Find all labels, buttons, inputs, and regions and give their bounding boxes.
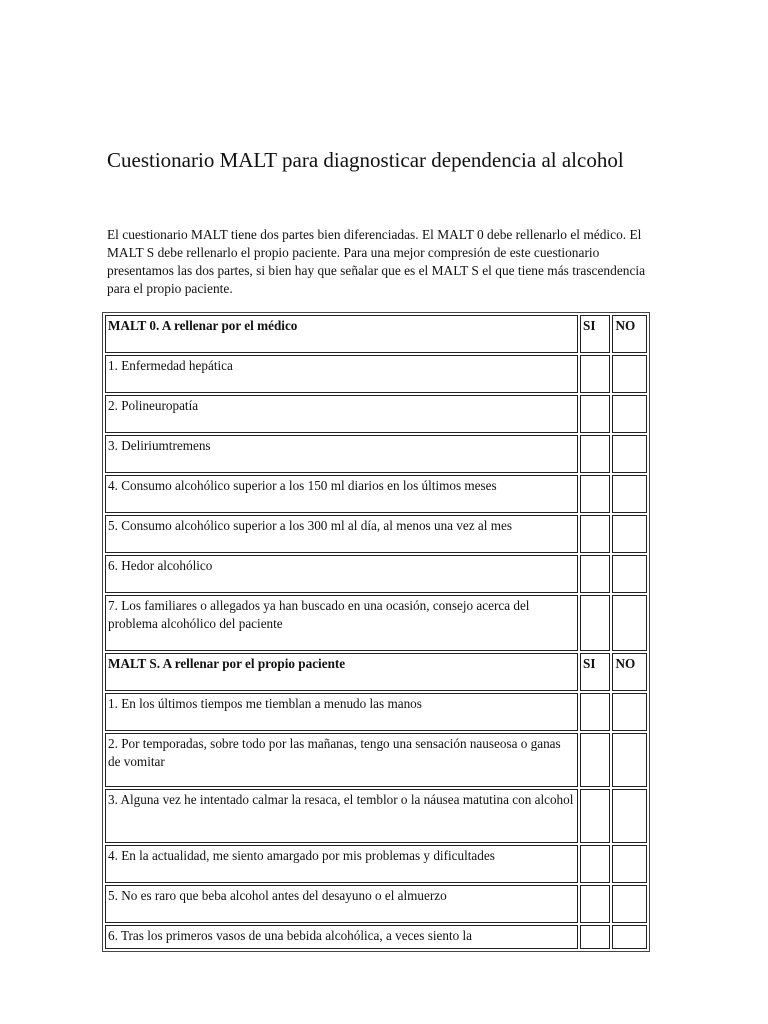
malt-s-header: MALT S. A rellenar por el propio paciente — [105, 653, 578, 691]
question-text: 4. En la actualidad, me siento amargado por mis problemas y dificultades — [105, 845, 578, 883]
malt-s-no-header: NO — [612, 653, 647, 691]
si-cell[interactable] — [580, 435, 610, 473]
malt-s-header-row — [105, 653, 647, 691]
question-text: 3. Deliriumtremens — [105, 435, 578, 473]
table-row — [105, 885, 647, 923]
no-cell[interactable] — [612, 845, 647, 883]
table-row — [105, 925, 647, 949]
si-cell[interactable] — [580, 789, 610, 843]
table-row — [105, 475, 647, 513]
table-row — [105, 845, 647, 883]
table-row — [105, 693, 647, 731]
malt-table-wrapper — [102, 312, 650, 943]
si-cell[interactable] — [580, 733, 610, 787]
question-text: 3. Alguna vez he intentado calmar la resaca, el temblor o la náusea matutina con alcohol — [105, 789, 578, 843]
question-text: 4. Consumo alcohólico superior a los 150 ml diarios en los últimos meses — [105, 475, 578, 513]
si-cell[interactable] — [580, 475, 610, 513]
no-cell[interactable] — [612, 515, 647, 553]
si-cell[interactable] — [580, 845, 610, 883]
no-cell[interactable] — [612, 595, 647, 651]
malt-table — [102, 312, 650, 952]
table-row — [105, 435, 647, 473]
no-cell[interactable] — [612, 355, 647, 393]
si-cell[interactable] — [580, 515, 610, 553]
si-cell[interactable] — [580, 555, 610, 593]
malt-o-header: MALT 0. A rellenar por el médico — [105, 315, 578, 353]
si-cell[interactable] — [580, 595, 610, 651]
malt-o-header-row — [105, 315, 647, 353]
question-text: 7. Los familiares o allegados ya han buscado en una ocasión, consejo acerca del problema alcohólico del paciente — [105, 595, 578, 651]
si-cell[interactable] — [580, 355, 610, 393]
no-cell[interactable] — [612, 885, 647, 923]
table-row — [105, 395, 647, 433]
question-text: 2. Por temporadas, sobre todo por las mañanas, tengo una sensación nauseosa o ganas de vomitar — [105, 733, 578, 787]
question-text: 1. Enfermedad hepática — [105, 355, 578, 393]
table-row — [105, 733, 647, 787]
question-text: 5. Consumo alcohólico superior a los 300 ml al día, al menos una vez al mes — [105, 515, 578, 553]
no-cell[interactable] — [612, 435, 647, 473]
table-row — [105, 789, 647, 843]
no-cell[interactable] — [612, 789, 647, 843]
si-cell[interactable] — [580, 885, 610, 923]
si-cell[interactable] — [580, 925, 610, 949]
question-text: 2. Polineuropatía — [105, 395, 578, 433]
malt-o-no-header: NO — [612, 315, 647, 353]
table-row — [105, 355, 647, 393]
question-text: 1. En los últimos tiempos me tiemblan a menudo las manos — [105, 693, 578, 731]
malt-s-si-header: SI — [580, 653, 610, 691]
si-cell[interactable] — [580, 395, 610, 433]
intro-paragraph: El cuestionario MALT tiene dos partes bien diferenciadas. El MALT 0 debe rellenarlo el médico. El MALT S debe rellenarlo el propio paciente. Para una mejor compresión de este cuestionario presentamos las dos partes, si bien hay que señalar que es el MALT S el que tiene más trascendencia para el propio paciente. — [107, 227, 646, 296]
table-row — [105, 555, 647, 593]
table-row — [105, 515, 647, 553]
question-text: 5. No es raro que beba alcohol antes del desayuno o el almuerzo — [105, 885, 578, 923]
no-cell[interactable] — [612, 693, 647, 731]
page-title: Cuestionario MALT para diagnosticar dependencia al alcohol — [107, 148, 624, 172]
no-cell[interactable] — [612, 395, 647, 433]
malt-o-si-header: SI — [580, 315, 610, 353]
no-cell[interactable] — [612, 475, 647, 513]
table-row — [105, 595, 647, 651]
no-cell[interactable] — [612, 555, 647, 593]
si-cell[interactable] — [580, 693, 610, 731]
question-text: 6. Hedor alcohólico — [105, 555, 578, 593]
no-cell[interactable] — [612, 733, 647, 787]
no-cell[interactable] — [612, 925, 647, 949]
question-text: 6. Tras los primeros vasos de una bebida alcohólica, a veces siento la — [105, 925, 578, 949]
